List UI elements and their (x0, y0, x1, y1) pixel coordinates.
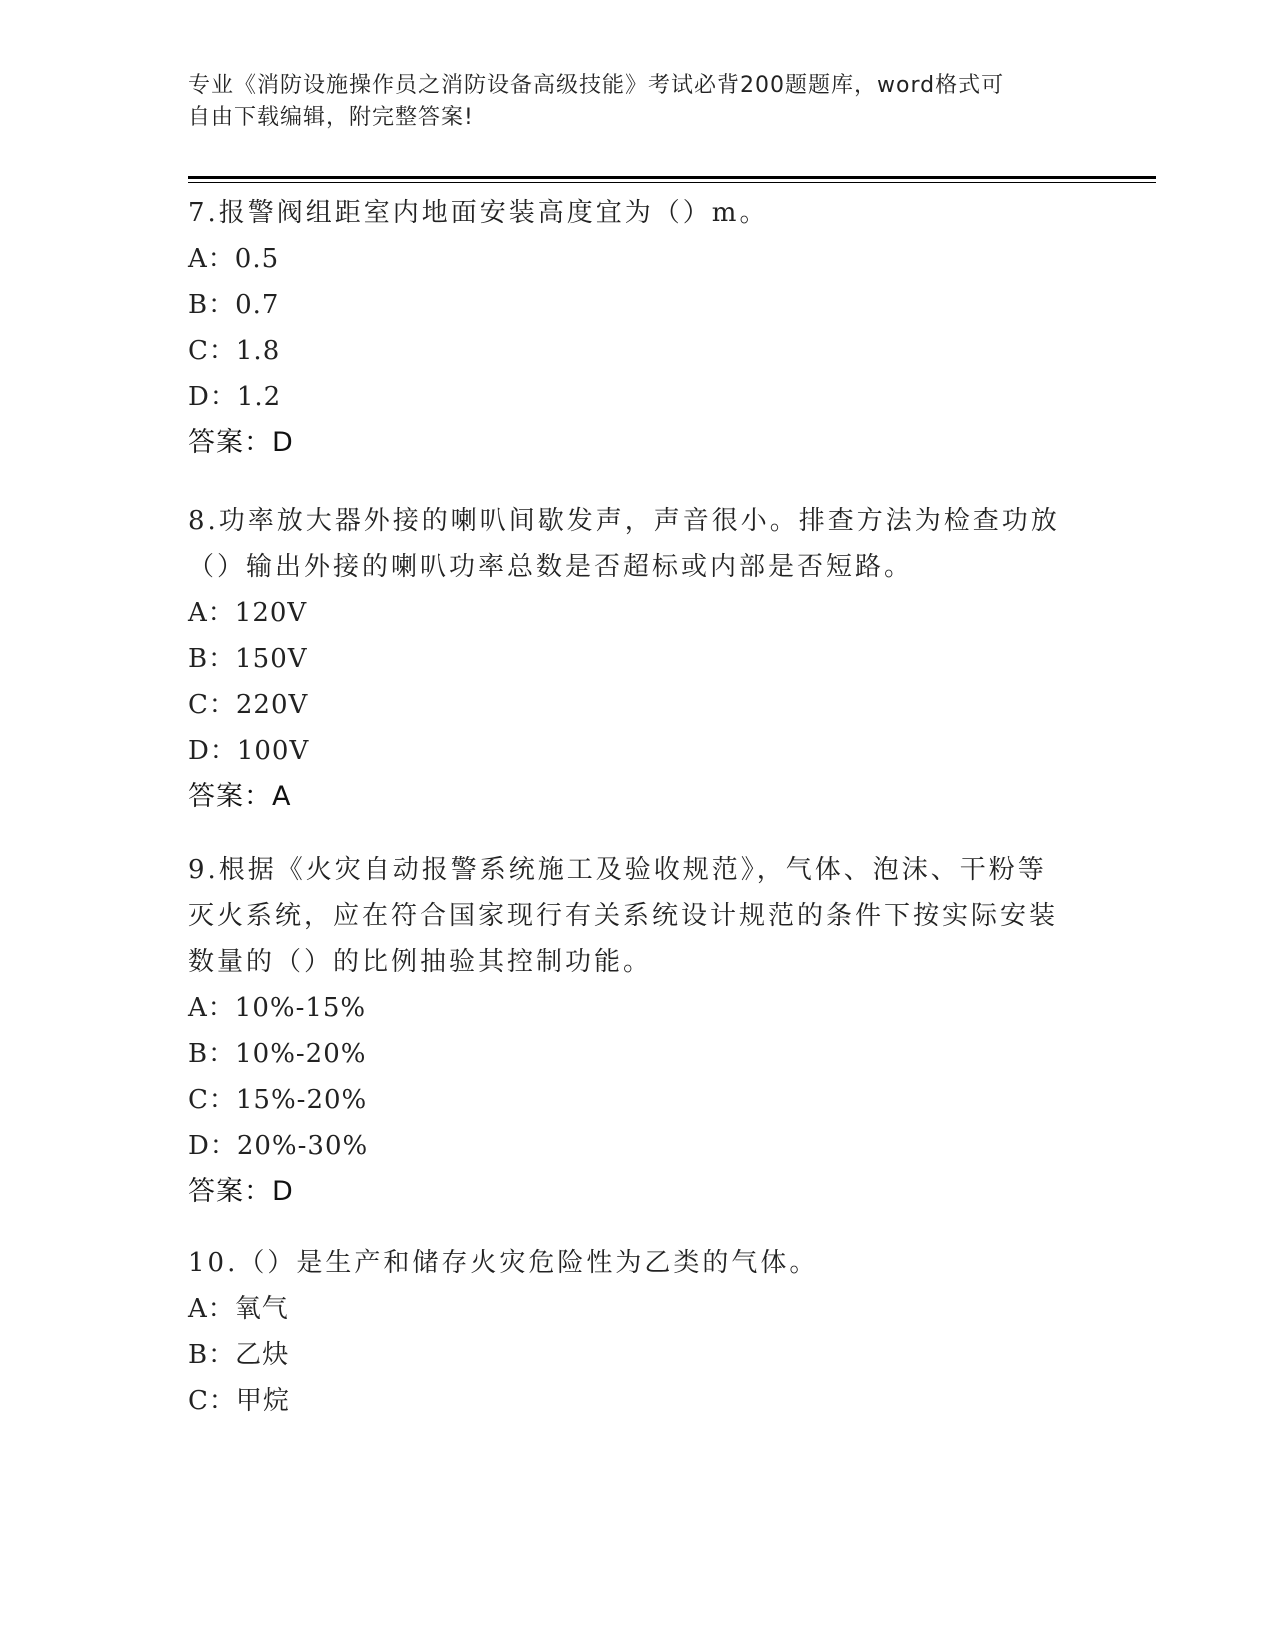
option-d: D：20%-30% (188, 1131, 369, 1161)
option-d: D：100V (188, 736, 310, 766)
header-rule-thick (188, 176, 1156, 179)
header-line-1: 专业《消防设施操作员之消防设备高级技能》考试必背200题题库，word格式可 (188, 73, 1005, 98)
option-c: C：甲烷 (188, 1386, 290, 1416)
option-c: C：15%-20% (188, 1085, 368, 1115)
option-d: D：1.2 (188, 382, 282, 412)
answer: 答案：D (188, 427, 294, 458)
option-a: A：10%-15% (188, 993, 367, 1023)
option-a: A：氧气 (188, 1294, 289, 1324)
question-10 (188, 1240, 1068, 1424)
document-header (188, 70, 1068, 134)
answer: 答案：A (188, 781, 292, 812)
question-stem: 10.（）是生产和储存火灾危险性为乙类的气体。 (188, 1248, 819, 1278)
question-stem-line-1: 8.功率放大器外接的喇叭间歇发声，声音很小。排查方法为检查功放 (188, 506, 1060, 536)
option-b: B：乙炔 (188, 1340, 290, 1370)
question-stem-line-1: 9.根据《火灾自动报警系统施工及验收规范》，气体、泡沫、干粉等 (188, 855, 1047, 885)
option-a: A：120V (188, 598, 308, 628)
option-a: A：0.5 (188, 244, 280, 274)
option-c: C：220V (188, 690, 309, 720)
question-stem: 7.报警阀组距室内地面安装高度宜为（）m。 (188, 198, 769, 228)
question-9 (188, 847, 1068, 1215)
question-stem-line-2: （）输出外接的喇叭功率总数是否超标或内部是否短路。 (188, 552, 914, 582)
option-c: C：1.8 (188, 336, 281, 366)
question-7 (188, 190, 1068, 466)
option-b: B：0.7 (188, 290, 280, 320)
answer: 答案：D (188, 1176, 294, 1207)
header-line-2: 自由下载编辑，附完整答案! (188, 105, 474, 130)
question-stem-line-3: 数量的（）的比例抽验其控制功能。 (188, 947, 653, 977)
option-b: B：10%-20% (188, 1039, 367, 1069)
question-8 (188, 498, 1068, 820)
question-stem-line-2: 灭火系统，应在符合国家现行有关系统设计规范的条件下按实际安装 (188, 901, 1059, 931)
header-rule-thin (188, 182, 1156, 183)
option-b: B：150V (188, 644, 308, 674)
